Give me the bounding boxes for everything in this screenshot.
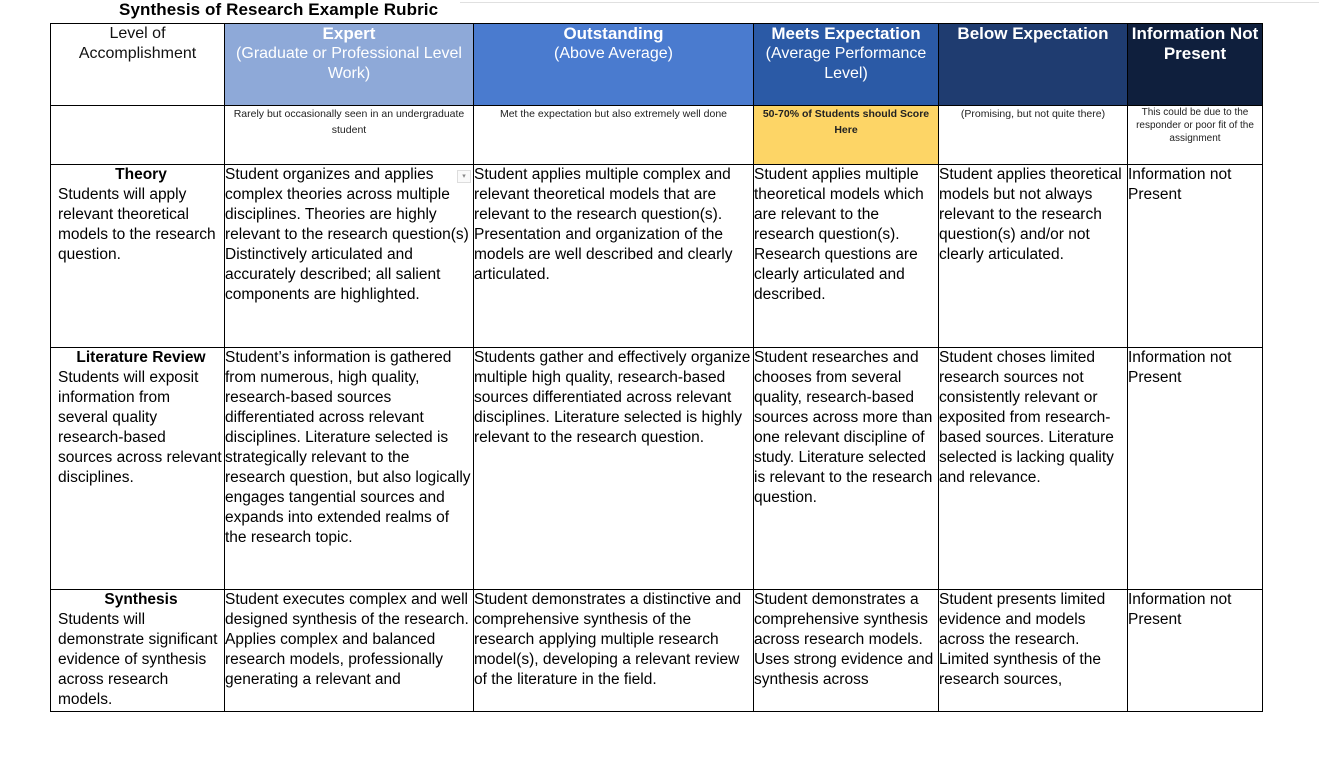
header-below (939, 24, 1128, 106)
subheader-level (51, 106, 225, 165)
criterion-title: Literature Review (76, 349, 206, 366)
cell-menu-chevron-icon[interactable]: ▾ (457, 170, 471, 183)
header-level (51, 24, 225, 106)
criterion-description: Students will demonstrate significant evidence of synthesis across research models. (58, 611, 218, 708)
header-level-label: Level of Accomplishment (78, 25, 197, 62)
table-row (51, 348, 1263, 590)
cell-expert[interactable]: Student executes complex and well designed synthesis of the research. Applies complex and balanced research models, professionally generating a relevant and (225, 590, 474, 712)
criterion-description: Students will apply relevant theoretical models to the research question. (58, 186, 216, 263)
cell-info[interactable]: Information not Present (1128, 348, 1263, 590)
header-outstanding (474, 24, 754, 106)
header-info-title: Information Not Present (1131, 24, 1259, 63)
subheader-info: This could be due to the responder or poor fit of the assignment (1128, 106, 1263, 165)
header-expert (225, 24, 474, 106)
subheader-row (51, 106, 1263, 165)
header-row (51, 24, 1263, 106)
header-meets (754, 24, 939, 106)
cell-meets[interactable]: Student researches and chooses from several quality, research-based sources across more than one relevant discipline of study. Literature selected is relevant to the research question. (754, 348, 939, 590)
header-outstanding-subtitle: (Above Average) (554, 45, 673, 62)
cell-meets[interactable]: Student applies multiple theoretical models which are relevant to the research question(s). Research questions are clearly articulated and described. (754, 165, 939, 348)
cell-outstanding[interactable]: Student applies multiple complex and relevant theoretical models that are relevant to the research question(s). Presentation and organization of the models are well described and clearly articulated. (474, 165, 754, 348)
header-expert-subtitle: (Graduate or Professional Level Work) (236, 45, 462, 82)
criterion-cell (51, 348, 225, 590)
cell-below[interactable]: Student presents limited evidence and models across the research. Limited synthesis of the research sources, (939, 590, 1128, 712)
table-row (51, 590, 1263, 712)
cell-meets[interactable]: Student demonstrates a comprehensive synthesis across research models. Uses strong evidence and synthesis across (754, 590, 939, 712)
subheader-outstanding: Met the expectation but also extremely well done (474, 106, 754, 165)
header-expert-title: Expert (322, 24, 376, 43)
cell-below[interactable]: Student applies theoretical models but not always relevant to the research question(s) and/or not clearly articulated. (939, 165, 1128, 348)
cell-below[interactable]: Student choses limited research sources not consistently relevant or exposited from research-based sources. Literature selected is lacking quality and relevance. (939, 348, 1128, 590)
rubric-table (50, 23, 1263, 712)
header-outstanding-title: Outstanding (563, 24, 664, 43)
cell-outstanding[interactable]: Student demonstrates a distinctive and comprehensive synthesis of the research applying multiple research model(s), developing a relevant review of the literature in the field. (474, 590, 754, 712)
cell-outstanding[interactable]: Students gather and effectively organize multiple high quality, research-based sources differentiated across relevant disciplines. Literature selected is highly relevant to the research question. (474, 348, 754, 590)
subheader-expert: Rarely but occasionally seen in an undergraduate student (225, 106, 474, 165)
subheader-meets: 50-70% of Students should Score Here (754, 106, 939, 165)
header-meets-title: Meets Expectation (771, 24, 921, 43)
header-below-title: Below Expectation (957, 24, 1109, 43)
cell-info[interactable]: Information not Present (1128, 165, 1263, 348)
page-divider (460, 2, 1319, 3)
cell-expert[interactable]: Student’s information is gathered from numerous, high quality, research-based sources differentiated across relevant disciplines. Literature selected is strategically relevant to the research question, but also logically engages tangential sources and expands into extended realms of the research topic. (225, 348, 474, 590)
cell-expert[interactable]: Student organizes and applies complex theories across multiple disciplines. Theories are highly relevant to the research question(s) Distinctively articulated and accurately described; all salient components are highlighted. (225, 165, 474, 348)
criterion-title: Synthesis (104, 591, 178, 608)
table-row (51, 165, 1263, 348)
criterion-cell (51, 165, 225, 348)
cell-info[interactable]: Information not Present (1128, 590, 1263, 712)
criterion-cell (51, 590, 225, 712)
header-info (1128, 24, 1263, 106)
criterion-description: Students will exposit information from several quality research-based sources across relevant disciplines. (58, 369, 222, 486)
header-meets-subtitle: (Average Performance Level) (765, 45, 927, 82)
document-title: Synthesis of Research Example Rubric (119, 0, 439, 19)
criterion-title: Theory (115, 166, 167, 183)
subheader-below: (Promising, but not quite there) (939, 106, 1128, 165)
